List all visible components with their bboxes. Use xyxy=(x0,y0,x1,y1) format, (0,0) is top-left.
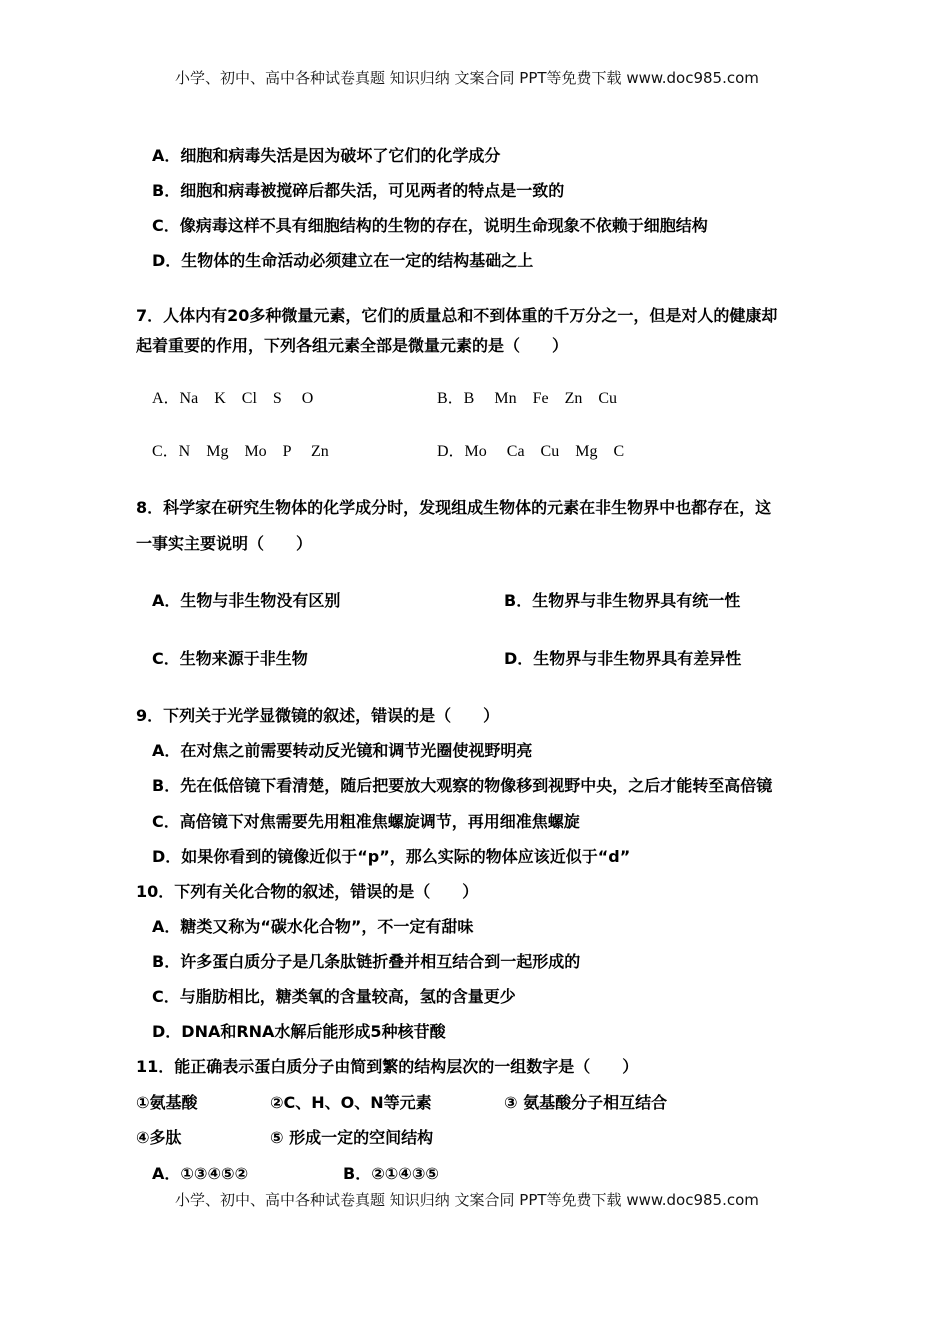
q11-item-4: ④多肽 xyxy=(136,1128,182,1147)
q8-stem-line2: 一事实主要说明（ ） xyxy=(136,534,313,553)
page-header: 小学、初中、高中各种试卷真题 知识归纳 文案合同 PPT等免费下载 www.doc985.com xyxy=(175,69,759,87)
q7-stem-line1: 7．人体内有20多种微量元素，它们的质量总和不到体重的千万分之一，但是对人的健康却 xyxy=(136,306,778,325)
q9-option-a: A．在对焦之前需要转动反光镜和调节光圈使视野明亮 xyxy=(152,741,533,760)
q7-option-c: C．N Mg Mo P Zn xyxy=(152,443,329,460)
q11-option-b: B．②①④③⑤ xyxy=(343,1164,439,1183)
q8-option-a: A．生物与非生物没有区别 xyxy=(152,591,341,610)
q11-item-5: ⑤ 形成一定的空间结构 xyxy=(270,1128,434,1147)
page-footer: 小学、初中、高中各种试卷真题 知识归纳 文案合同 PPT等免费下载 www.doc985.com xyxy=(175,1191,759,1209)
q9-option-d: D．如果你看到的镜像近似于“p”，那么实际的物体应该近似于“d” xyxy=(152,847,631,866)
q9-option-c: C．高倍镜下对焦需要先用粗准焦螺旋调节，再用细准焦螺旋 xyxy=(152,812,580,831)
q11-item-2: ②C、H、O、N等元素 xyxy=(270,1093,432,1112)
q7-option-b: B．B Mn Fe Zn Cu xyxy=(437,390,618,407)
q10-option-a: A．糖类又称为“碳水化合物”，不一定有甜味 xyxy=(152,917,474,936)
q8-option-d: D．生物界与非生物界具有差异性 xyxy=(504,649,742,668)
q10-option-d: D．DNA和RNA水解后能形成5种核苷酸 xyxy=(152,1022,446,1041)
q7-option-d: D．Mo Ca Cu Mg C xyxy=(437,443,625,460)
q7-option-a: A．Na K Cl S O xyxy=(152,390,314,407)
q6-option-b: B．细胞和病毒被搅碎后都失活，可见两者的特点是一致的 xyxy=(152,181,565,200)
q7-stem-line2: 起着重要的作用，下列各组元素全部是微量元素的是（ ） xyxy=(136,336,569,355)
q8-option-c: C．生物来源于非生物 xyxy=(152,649,308,668)
q9-stem: 9．下列关于光学显微镜的叙述，错误的是（ ） xyxy=(136,706,500,725)
q6-option-d: D．生物体的生命活动必须建立在一定的结构基础之上 xyxy=(152,251,534,270)
q10-stem: 10．下列有关化合物的叙述，错误的是（ ） xyxy=(136,882,479,901)
q10-option-b: B．许多蛋白质分子是几条肽链折叠并相互结合到一起形成的 xyxy=(152,952,581,971)
q10-option-c: C．与脂肪相比，糖类氧的含量较高，氢的含量更少 xyxy=(152,987,516,1006)
q8-stem-line1: 8．科学家在研究生物体的化学成分时，发现组成生物体的元素在非生物界中也都存在，这 xyxy=(136,498,772,517)
q11-stem: 11．能正确表示蛋白质分子由简到繁的结构层次的一组数字是（ ） xyxy=(136,1057,639,1076)
q9-option-b: B．先在低倍镜下看清楚，随后把要放大观察的物像移到视野中央，之后才能转至高倍镜 xyxy=(152,776,773,795)
q6-option-c: C．像病毒这样不具有细胞结构的生物的存在，说明生命现象不依赖于细胞结构 xyxy=(152,216,708,235)
q11-option-a: A．①③④⑤② xyxy=(152,1164,249,1183)
q11-item-1: ①氨基酸 xyxy=(136,1093,198,1112)
q6-option-a: A．细胞和病毒失活是因为破坏了它们的化学成分 xyxy=(152,146,501,165)
q11-item-3: ③ 氨基酸分子相互结合 xyxy=(504,1093,668,1112)
q8-option-b: B．生物界与非生物界具有统一性 xyxy=(504,591,741,610)
